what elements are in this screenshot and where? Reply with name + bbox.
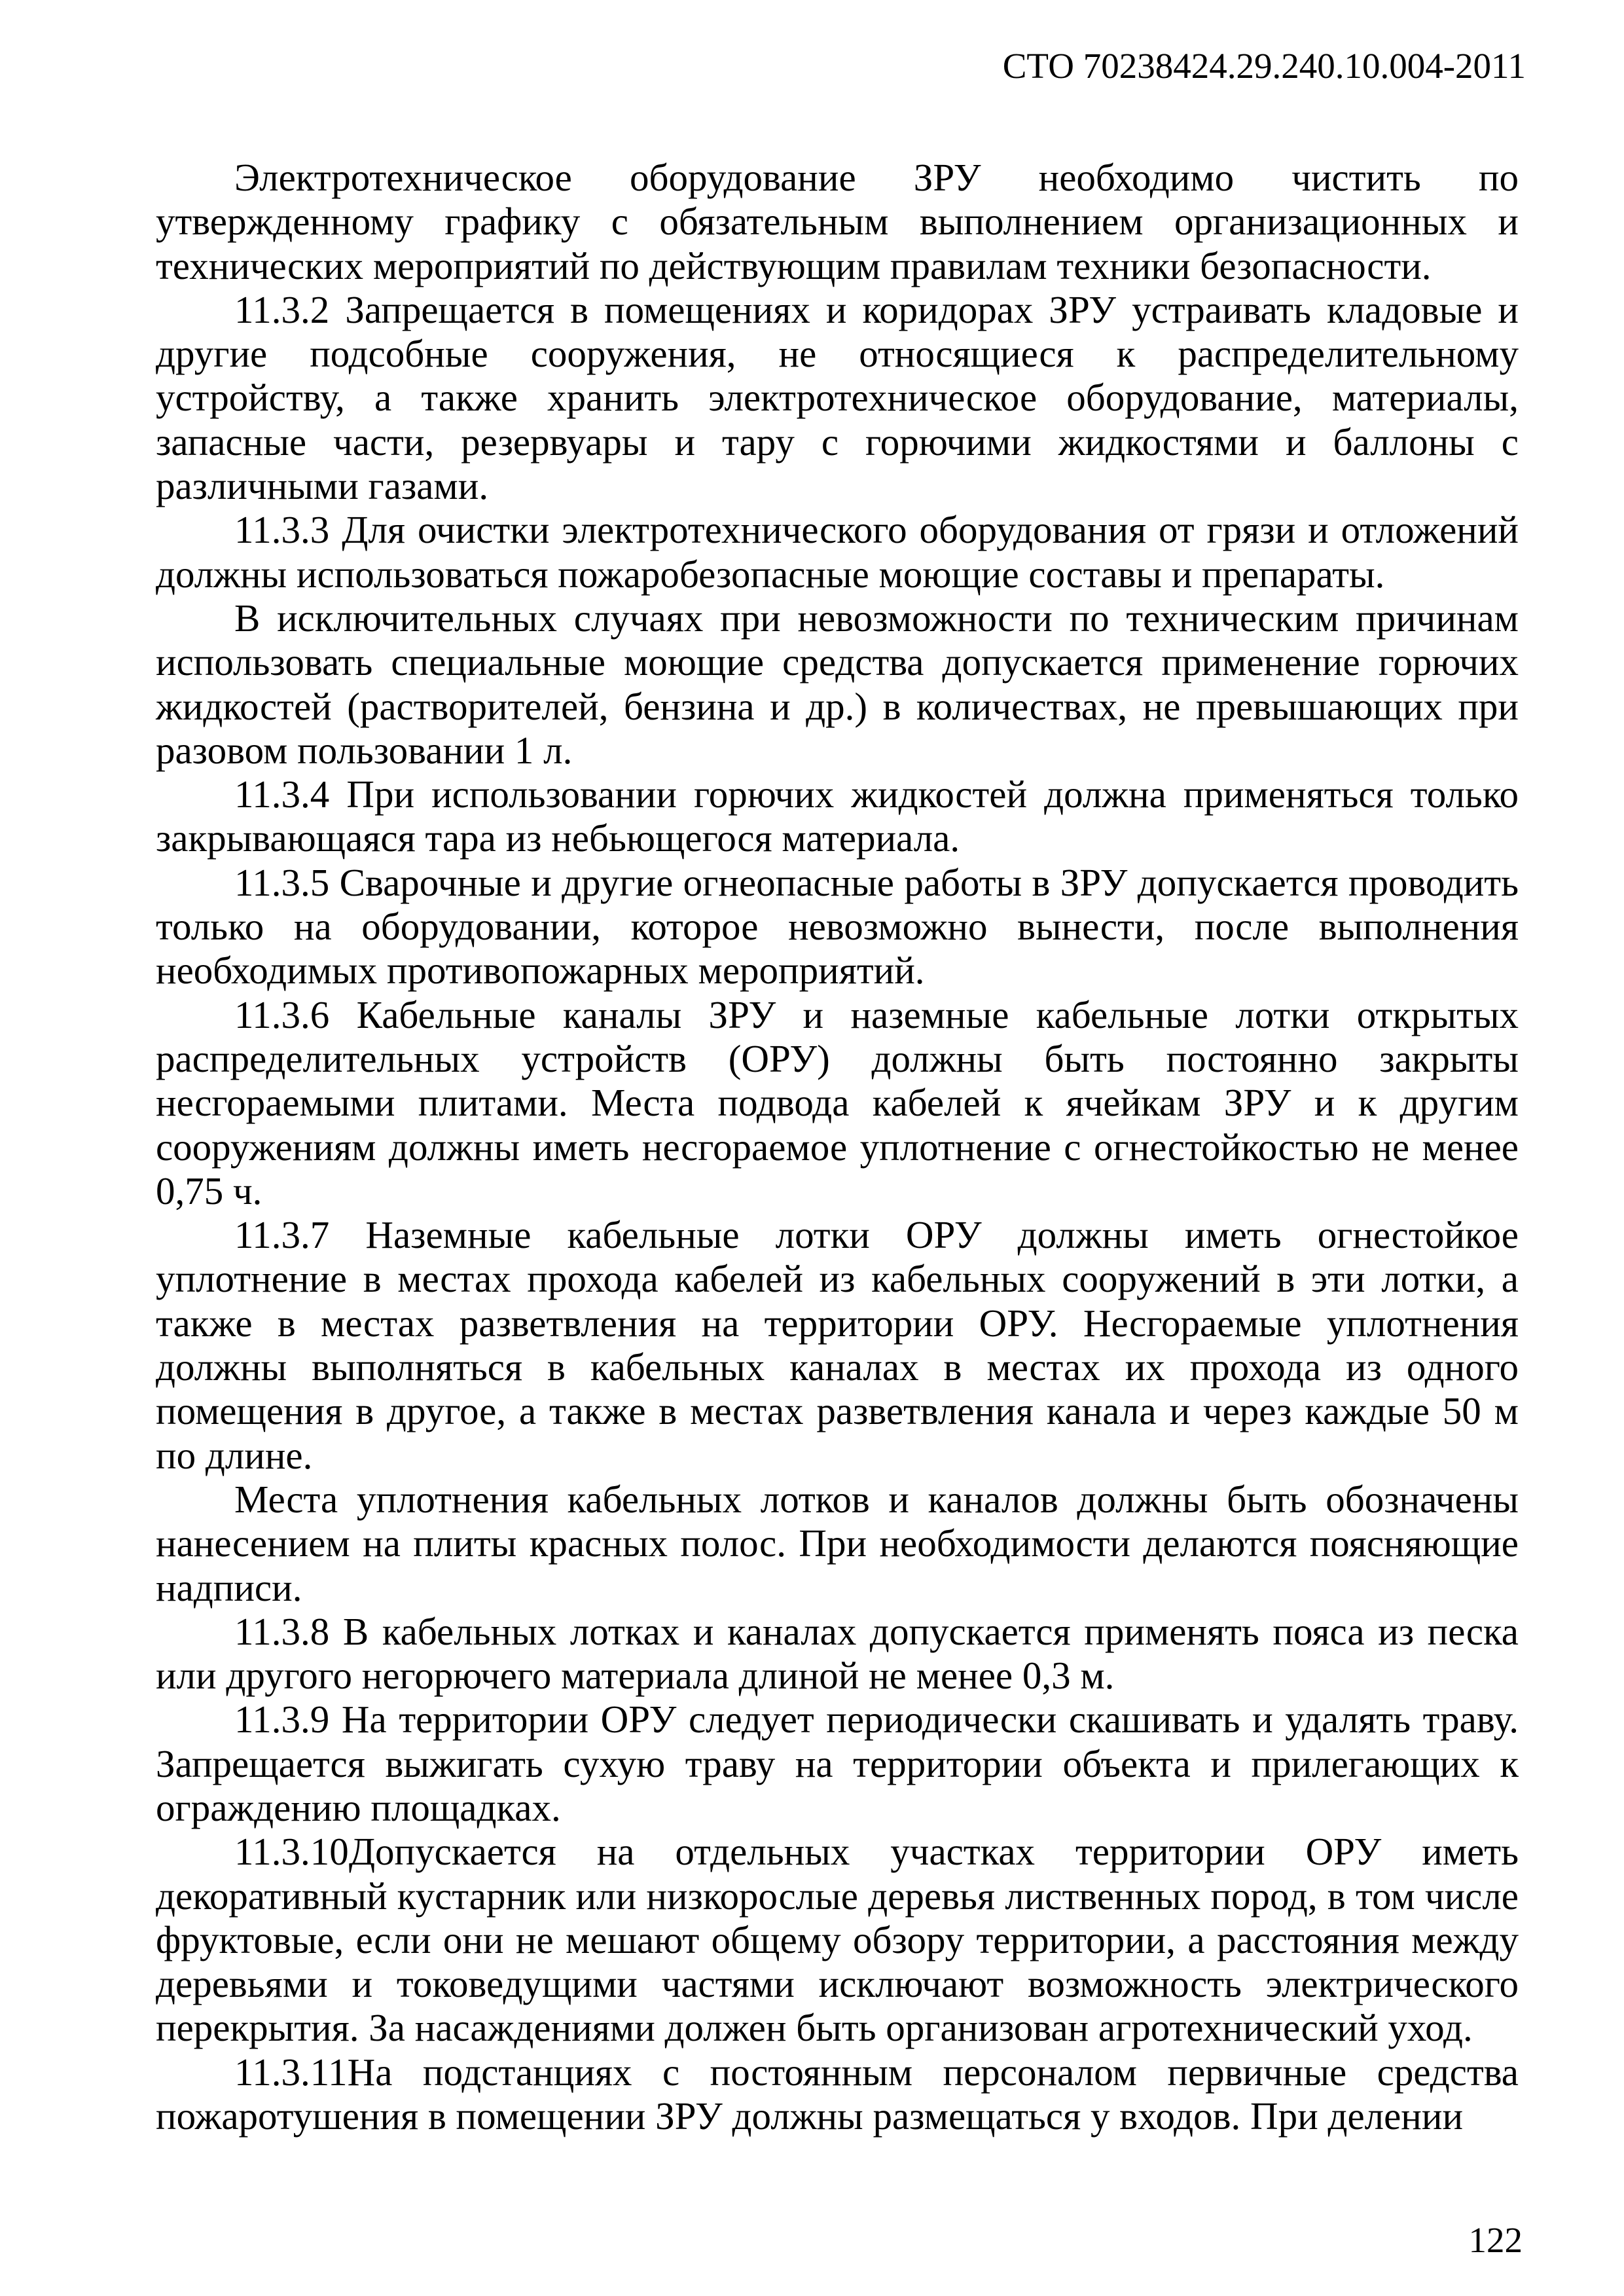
clause-number: 11.3.2 [234, 287, 330, 331]
clause-number: 11.3.9 [234, 1698, 330, 1741]
paragraph-text: Электротехническое оборудование ЗРУ необходимо чистить по утвержденному графику с обязательным выполнением организационных и технических мероприятий по действующим правилам техники безопасности. [156, 156, 1519, 287]
paragraph-intro [156, 156, 1519, 288]
clause-number: 11.3.7 [234, 1213, 330, 1257]
clause-number: 11.3.8 [234, 1609, 330, 1653]
paragraph-11-3-7 [156, 1213, 1519, 1478]
paragraph-11-3-9 [156, 1698, 1519, 1830]
paragraph-11-3-11 [156, 2050, 1519, 2139]
paragraph-text: При использовании горючих жидкостей должна применяться только закрывающаяся тара из небьющегося материала. [156, 773, 1519, 860]
paragraph-seal-marking [156, 1478, 1519, 1610]
paragraph-11-3-10 [156, 1830, 1519, 2050]
paragraph-11-3-3 [156, 508, 1519, 596]
paragraph-text: В кабельных лотках и каналах допускается применять пояса из песка или другого негорючего материала длиной не менее 0,3 м. [156, 1609, 1519, 1698]
paragraph-exceptional-cases [156, 596, 1519, 773]
paragraph-text: На территории ОРУ следует периодически скашивать и удалять траву. Запрещается выжигать сухую траву на территории объекта и прилегающих к ограждению площадках. [156, 1698, 1519, 1829]
clause-number: 11.3.5 [234, 860, 330, 904]
clause-number: 11.3.4 [234, 773, 330, 816]
clause-number: 11.3.10 [234, 1830, 349, 1874]
clause-number: 11.3.3 [234, 508, 330, 552]
paragraph-11-3-6 [156, 993, 1519, 1213]
paragraph-11-3-8 [156, 1610, 1519, 1698]
paragraph-text: Допускается на отдельных участках территории ОРУ иметь декоративный кустарник или низкорослые деревья лиственных пород, в том числе фруктовые, если они не мешают общему обзору территории, а расстояния между деревьями и токоведущими частями исключают возможность электрического перекрытия. За насаждениями должен быть организован агротехнический уход. [156, 1830, 1519, 2050]
paragraph-text: Для очистки электротехнического оборудования от грязи и отложений должны использоваться пожаробезопасные моющие составы и препараты. [156, 508, 1519, 596]
page-number: 122 [1468, 2220, 1523, 2260]
paragraph-text: Кабельные каналы ЗРУ и наземные кабельные лотки открытых распределительных устройств (ОРУ) должны быть постоянно закрыты несгораемыми плитами. Места подвода кабелей к ячейкам ЗРУ и к другим сооружениям должны иметь несгораемое уплотнение с огнестойкостью не менее 0,75 ч. [156, 993, 1519, 1212]
paragraph-11-3-2 [156, 288, 1519, 508]
clause-number: 11.3.11 [234, 2050, 348, 2094]
body-text [156, 156, 1519, 2138]
paragraph-text: Места уплотнения кабельных лотков и каналов должны быть обозначены нанесением на плиты красных полос. При необходимости делаются поясняющие надписи. [156, 1477, 1519, 1609]
paragraph-text: Запрещается в помещениях и коридорах ЗРУ устраивать кладовые и другие подсобные сооружения, не относящиеся к распределительному устройству, а также хранить электротехническое оборудование, материалы, запасные части, резервуары и тару с горючими жидкостями и баллоны с различными газами. [156, 287, 1519, 508]
paragraph-11-3-5 [156, 861, 1519, 993]
paragraph-text: Сварочные и другие огнеопасные работы в ЗРУ допускается проводить только на оборудовании, которое невозможно вынести, после выполнения необходимых противопожарных мероприятий. [156, 860, 1519, 993]
clause-number: 11.3.6 [234, 993, 330, 1036]
paragraph-text: В исключительных случаях при невозможности по техническим причинам использовать специальные моющие средства допускается применение горючих жидкостей (растворителей, бензина и др.) в количествах, не превышающих при разовом пользовании 1 л. [156, 596, 1519, 772]
document-code-header: СТО 70238424.29.240.10.004-2011 [1002, 46, 1526, 86]
paragraph-text: Наземные кабельные лотки ОРУ должны иметь огнестойкое уплотнение в местах прохода кабелей из кабельных сооружений в эти лотки, а также в местах разветвления на территории ОРУ. Несгораемые уплотнения должны выполняться в кабельных каналах в местах их прохода из одного помещения в другое, а также в местах разветвления канала и через каждые 50 м по длине. [156, 1213, 1519, 1477]
paragraph-11-3-4 [156, 773, 1519, 861]
paragraph-text: На подстанциях с постоянным персоналом первичные средства пожаротушения в помещении ЗРУ должны размещаться у входов. При делении [156, 2050, 1519, 2138]
